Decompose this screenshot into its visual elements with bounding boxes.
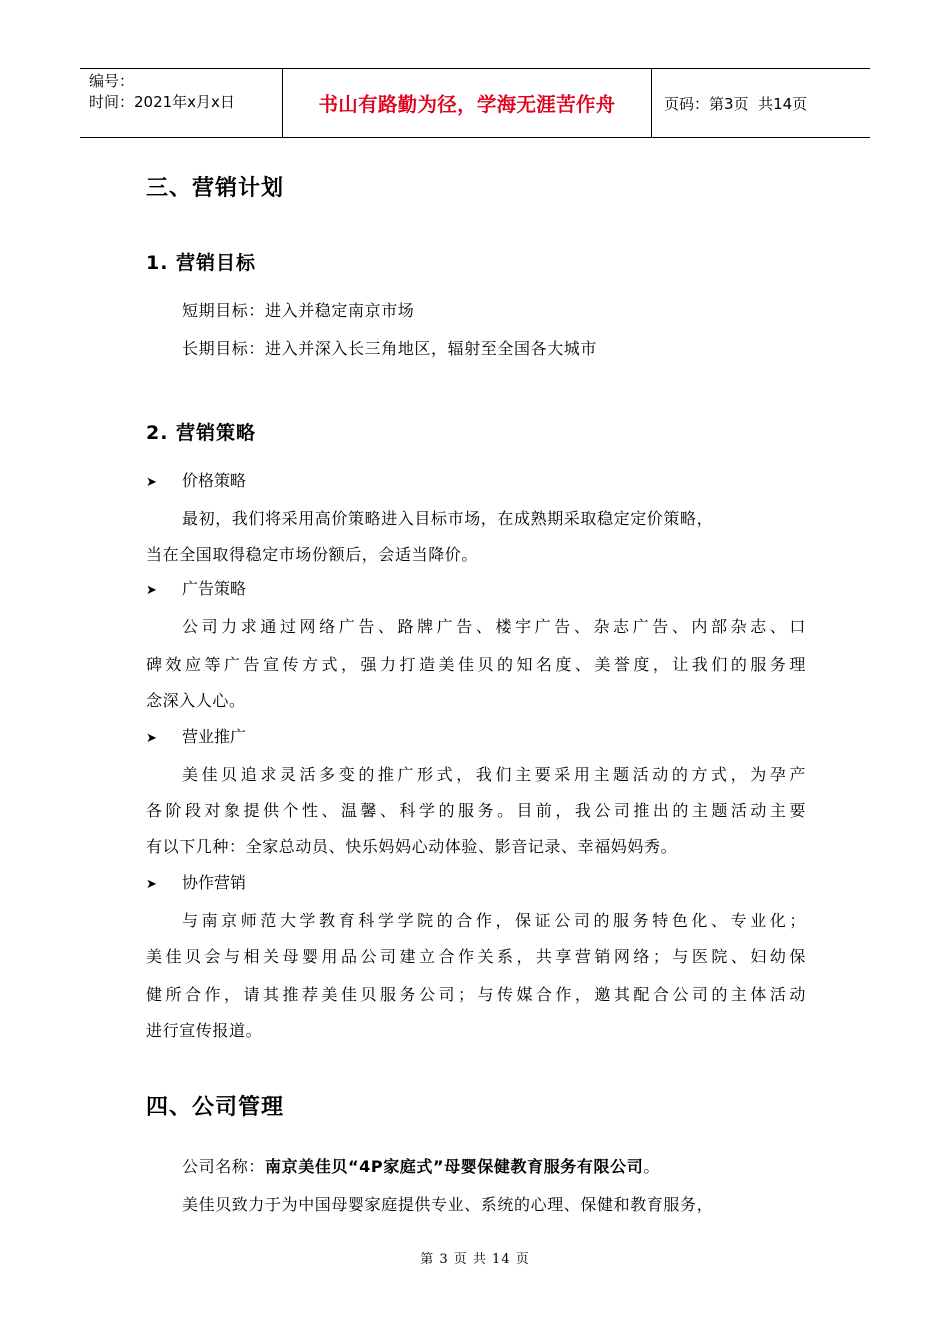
time-label: 时间：2021年x月x日 — [89, 93, 235, 111]
company-name-line — [182, 1154, 842, 1177]
bullet-promotion — [146, 724, 246, 747]
bullet-ad-strategy — [146, 576, 246, 599]
paragraph-line: 念深入人心。 — [146, 691, 246, 710]
company-name-label: 公司名称： — [182, 1157, 266, 1176]
header-motto: 书山有路勤为径，学海无涯苦作舟 — [282, 69, 652, 137]
bullet-label: 广告策略 — [182, 579, 247, 598]
company-description: 美佳贝致力于为中国母婴家庭提供专业、系统的心理、保健和教育服务， — [182, 1195, 714, 1214]
section-title-management: 四、公司管理 — [146, 1095, 285, 1120]
paragraph-line: 有以下几种：全家总动员、快乐妈妈心动体验、影音记录、幸福妈妈秀。 — [146, 837, 678, 856]
paragraph-line: 各阶段对象提供个性、温馨、科学的服务。目前，我公司推出的主题活动主要 — [146, 801, 806, 820]
long-term-goal: 长期目标：进入并深入长三角地区，辐射至全国各大城市 — [182, 339, 598, 358]
paragraph-line: 碑效应等广告宣传方式，强力打造美佳贝的知名度、美誉度，让我们的服务理 — [146, 655, 806, 674]
paragraph-line: 进行宣传报道。 — [146, 1021, 263, 1040]
paragraph-line: 美佳贝追求灵活多变的推广形式，我们主要采用主题活动的方式，为孕产 — [182, 765, 806, 784]
header-page-code: 页码：第3页 共14页 — [664, 94, 808, 113]
header-meta — [80, 69, 282, 137]
arrow-bullet-icon: ➤ — [146, 877, 157, 892]
page-header — [80, 68, 870, 138]
paragraph-line: 健所合作，请其推荐美佳贝服务公司；与传媒合作，邀其配合公司的主体活动 — [146, 985, 806, 1004]
paragraph-line: 与南京师范大学教育科学学院的合作，保证公司的服务特色化、专业化； — [182, 911, 806, 930]
bullet-label: 协作营销 — [182, 873, 247, 892]
bullet-cooperation — [146, 870, 246, 893]
paragraph-line: 最初，我们将采用高价策略进入目标市场，在成熟期采取稳定定价策略， — [182, 509, 714, 528]
subsection-title-strategy: 2. 营销策略 — [146, 422, 257, 444]
bullet-label: 价格策略 — [182, 471, 247, 490]
bullet-label: 营业推广 — [182, 727, 247, 746]
company-name-value: 南京美佳贝“4P家庭式”母婴保健教育服务有限公司 — [265, 1157, 644, 1176]
arrow-bullet-icon: ➤ — [146, 731, 157, 746]
short-term-goal: 短期目标：进入并稳定南京市场 — [182, 301, 415, 320]
bullet-price-strategy — [146, 468, 246, 491]
paragraph-line: 美佳贝会与相关母婴用品公司建立合作关系，共享营销网络；与医院、妇幼保 — [146, 947, 806, 966]
arrow-bullet-icon: ➤ — [146, 475, 157, 490]
page-footer: 第 3 页 共 14 页 — [420, 1252, 530, 1267]
section-title-marketing: 三、营销计划 — [146, 176, 285, 201]
company-name-end: 。 — [643, 1157, 660, 1176]
paragraph-line: 公司力求通过网络广告、路牌广告、楼宇广告、杂志广告、内部杂志、口 — [182, 617, 806, 636]
subsection-title-goals: 1. 营销目标 — [146, 252, 257, 274]
paragraph-line: 当在全国取得稳定市场份额后，会适当降价。 — [146, 545, 479, 564]
arrow-bullet-icon: ➤ — [146, 583, 157, 598]
number-label: 编号： — [89, 72, 135, 90]
